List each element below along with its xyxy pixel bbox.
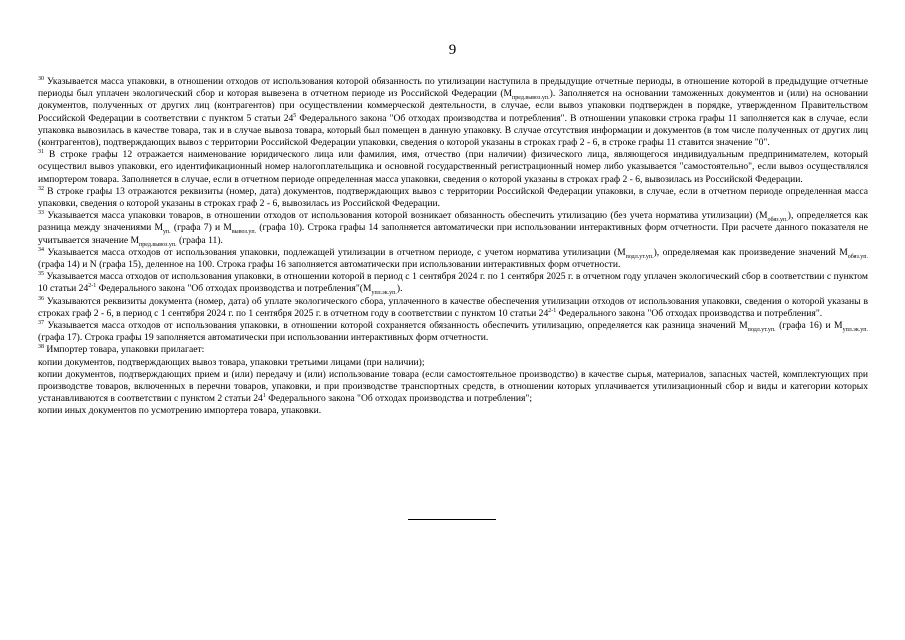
footnote-38-item-1: копии документов, подтверждающих вывоз товара, упаковки третьими лицами (при наличии); — [38, 356, 425, 368]
footnote-text: ). — [396, 283, 403, 295]
footnote-marker: 36 — [38, 295, 44, 302]
footnote-text: Федерального закона "Об отходах производства и потребления"; — [265, 393, 532, 405]
footnote-text: (графа 16) и М — [775, 320, 843, 332]
footnote-marker: 34 — [38, 246, 44, 253]
footnote-text: Импортер товара, упаковки прилагает: — [44, 344, 205, 356]
footnote-35 — [38, 271, 868, 295]
footnote-text: В строке графы 13 отражаются реквизиты (номер, дата) документов, подтверждающих вывоз с территории Российской Федерации упаковки, в случае, если в отчетном периоде определенная масса упаковки, сведения о которой указаны в строках граф 2 - 6, вывозилась из Российской Федерации. — [38, 185, 868, 210]
subscript: обяз.уп. — [847, 253, 869, 260]
footnote-text: копии документов, подтверждающих прием и (или) передачу и (или) использование товара (если самостоятельное производство) в качестве сырья, материалов, запасных частей, комплектующих при производстве товаров, включенных в перечни товаров, упаковки, и при производстве транспортных средств, в отношении которых уплачивается утилизационный сбор и виды и категории которых устанавливаются в соответствии с пунктом 2 статьи 24 — [38, 368, 868, 405]
subscript: подл.ут.уп. — [625, 253, 654, 260]
footnote-32 — [38, 186, 868, 210]
subscript: вывоз.уп. — [231, 229, 257, 236]
footnote-31 — [38, 149, 868, 186]
superscript: 5 — [293, 112, 297, 119]
subscript: подл.ут.уп. — [747, 326, 776, 333]
footnote-text: (графа 10). Строка графы 14 заполняется автоматически при использовании интерактивных форм отчетности. При расчете данного показателя не учитывается значение М — [38, 222, 868, 246]
footnote-text: (графа 7) и М — [170, 222, 232, 234]
footnote-marker: 38 — [38, 344, 44, 351]
footnote-text: (графа 11). — [176, 234, 223, 246]
footnote-text: Указывается масса отходов от использования упаковки, подлежащей утилизации в отчетном периоде, с учетом норматива утилизации (М — [44, 246, 626, 258]
footnote-marker: 33 — [38, 210, 44, 217]
superscript: 2-1 — [88, 283, 97, 290]
superscript: 2-1 — [548, 307, 557, 314]
footnote-text: Указывается масса упаковки товаров, в отношении отходов от использования которой возникает обязанность обеспечить утилизацию (без учета норматива утилизации) (М — [44, 210, 768, 222]
footnote-marker: 37 — [38, 319, 44, 326]
footnote-text: Указывается масса отходов от использования упаковки, в отношении которой в период с 1 сентября 2024 г. по 1 сентября 2025 г. в отчетном году уплачен экологический сбор в соответствии с пунктом 10 статьи 24 — [38, 271, 868, 295]
footnote-text: Указывается масса отходов от использования упаковки, в отношении которой сохраняется обязанность обеспечить утилизацию, определяется как разница значений М — [44, 320, 748, 332]
subscript: пред.вывоз.уп. — [139, 241, 177, 248]
page-number: 9 — [448, 42, 457, 58]
footnote-30 — [38, 76, 868, 149]
subscript: упл.эк.уп. — [842, 326, 868, 333]
footnote-text: ), определяется как разница между значениями М — [38, 210, 868, 234]
footnote-text: В строке графы 12 отражается наименование юридического лица или фамилия, имя, отчество (при наличии) физического лица, являющегося индивидуальным предпринимателем, который осуществил вывоз упаковки, его идентификационный номер налогоплательщика и основной государственный регистрационный номер либо указывается "самостоятельно", если вывоз осуществлялся импортером товара. Заполняется в случае, если в отчетном периоде определенная масса упаковки, сведения о которой указаны в строках граф 2 - 6, вывозилась из Российской Федерации. — [38, 149, 868, 185]
subscript: уп. — [163, 229, 171, 236]
subscript: упл.эк.уп. — [371, 290, 397, 297]
footnote-text: Указываются реквизиты документа (номер, дата) об уплате экологического сбора, уплаченного в качестве обеспечения утилизации отходов от использования упаковки, сведения о которой указаны в строках граф 2 - 6, в период с 1 сентября 2024 г. по 1 сентября 2025 г. в отчетном году в соответствии с пунктом 10 статьи 24 — [38, 295, 868, 319]
footnote-marker: 30 — [38, 75, 44, 82]
footnote-marker: 31 — [38, 149, 44, 156]
footer-divider — [408, 519, 496, 520]
subscript: обяз.уп. — [767, 217, 788, 224]
footnote-text: Федерального закона "Об отходах производства и потребления". В отношении упаковки строка графы 11 заполняется как в случае, если упаковка вывозилась в качестве товара, так и в случае вывоза товара, который был помещен в данную упаковку. В случае отсутствия информации и документов (в том числе полученных от других лиц (контрагентов), подтверждающих вывоз с территории Российской Федерации упаковки, сведения о которой указаны в строках граф 2 - 6, в строке графы 11 ставится значение "0". — [38, 112, 868, 149]
footnote-38 — [38, 344, 868, 356]
footnote-text: (графа 14) и N (графа 15), деленное на 100. Строка графы 16 заполняется автоматически при использовании интерактивных форм отчетности. — [38, 259, 621, 271]
footnote-text: Федерального закона "Об отходах производства и потребления". — [556, 307, 823, 319]
footnote-text: Федерального закона "Об отходах производства и потребления"(М — [96, 283, 372, 295]
subscript: пред.вывоз.уп. — [512, 95, 550, 102]
footnote-text: (графа 17). Строка графы 19 заполняется автоматически при использовании интерактивных форм отчетности. — [38, 332, 489, 344]
footnote-34 — [38, 247, 868, 271]
footnote-38-item-3: копии иных документов по усмотрению импортера товара, упаковки. — [38, 405, 322, 417]
footnote-marker: 32 — [38, 185, 44, 192]
footnote-text: ), определяемая как произведение значений М — [653, 246, 848, 258]
footnote-text: ). Заполняется на основании таможенных документов и (или) на основании документов, полученных от других лиц (контрагентов) при осуществлении коммерческой деятельности, в случае, если вывоз упаковки подтвержден в порядке, утвержденном Правительством Российской Федерации в соответствии с пунктом 5 статьи 24 — [38, 88, 868, 124]
footnote-36 — [38, 296, 868, 320]
footnote-marker: 35 — [38, 271, 44, 278]
footnote-38-item-2 — [38, 369, 868, 406]
footnote-37 — [38, 320, 868, 344]
footnotes-block — [38, 76, 868, 418]
footnote-text: Указывается масса упаковки, в отношении отходов от использования которой обязанность по утилизации наступила в предыдущие отчетные периоды, в отношение которой в предыдущие отчетные периоды был уплачен экологический сбор и которая вывезена в отчетном периоде из Российской Федерации (М — [38, 76, 868, 100]
footnote-33 — [38, 210, 868, 247]
superscript: 1 — [262, 393, 266, 400]
